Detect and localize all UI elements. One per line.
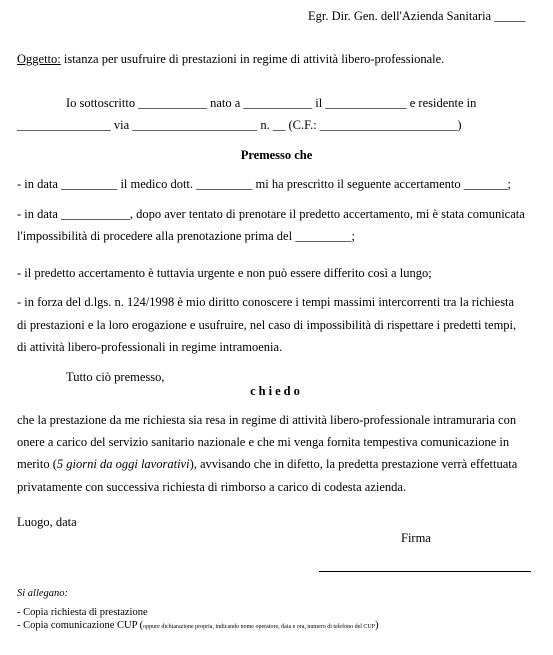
- subject-line: [17, 52, 541, 67]
- request-line-1: che la prestazione da me richiesta sia resa in regime di attività libero-professionale intramuraria con: [17, 413, 517, 427]
- chiedo-heading: chiedo: [250, 384, 303, 398]
- premise-2-line-2: l'impossibilità di procedere alla prenotazione prima del _________;: [17, 229, 355, 243]
- request-line-2: onere a carico del servizio sanitario nazionale e che mi venga fornita tempestiva comunicazione in: [17, 435, 510, 449]
- signature-line: [319, 571, 531, 572]
- premesso-heading: Premesso che: [240, 148, 313, 162]
- subject-label: Oggetto:: [17, 52, 61, 66]
- attachment-item-2-note: oppure dichiarazione propria, indicando nome operatore, data e ora, numero di telefono del CUP: [143, 624, 376, 630]
- place-date: Luogo, data: [17, 515, 77, 529]
- subject-text: istanza per usufruire di prestazioni in regime di attività libero-professionale.: [60, 52, 445, 66]
- attachments-label: Si allegano:: [17, 588, 69, 599]
- working-days-note: 5 giorni da oggi lavorativi: [56, 457, 190, 471]
- premise-4-line-1: - in forza del d.lgs. n. 124/1998 è mio diritto conoscere i tempi massimi intercorrenti tra la richiesta: [17, 295, 515, 309]
- attachment-item-2: - Copia comunicazione CUP (oppure dichiarazione propria, indicando nome operatore, data e ora, numero di telefono del CUP): [17, 620, 379, 631]
- premise-1: - in data _________ il medico dott. _________ mi ha prescritto il seguente accertamento _______;: [17, 177, 511, 191]
- premise-2-line-1: - in data ___________, dopo aver tentato di prenotare il predetto accertamento, mi è stata comunicata: [17, 207, 525, 221]
- premise-3: - il predetto accertamento è tuttavia urgente e non può essere differito così a lungo;: [17, 266, 432, 280]
- signature-label: Firma: [401, 531, 431, 545]
- identity-line-2: _______________ via ____________________ n. __ (C.F.: ______________________): [17, 118, 462, 132]
- premessed-line: Tutto ciò premesso,: [66, 370, 165, 384]
- premise-4-line-2: di prestazioni e la loro erogazione e usufruire, nel caso di impossibilità di rispettare i predetti tempi,: [17, 318, 517, 332]
- identity-line-1: Io sottoscritto ___________ nato a ___________ il _____________ e residente in: [66, 96, 477, 110]
- premise-4-line-3: di attività libero-professionali in regime intramoenia.: [17, 340, 283, 354]
- recipient-line: Egr. Dir. Gen. dell'Azienda Sanitaria _____: [308, 9, 526, 23]
- attachment-item-1: - Copia richiesta di prestazione: [17, 607, 148, 618]
- request-line-3: merito (5 giorni da oggi lavorativi), avvisando che in difetto, la predetta prestazione verrà effettuata: [17, 457, 518, 471]
- request-line-4: privatamente con successiva richiesta di rimborso a carico di codesta azienda.: [17, 480, 407, 494]
